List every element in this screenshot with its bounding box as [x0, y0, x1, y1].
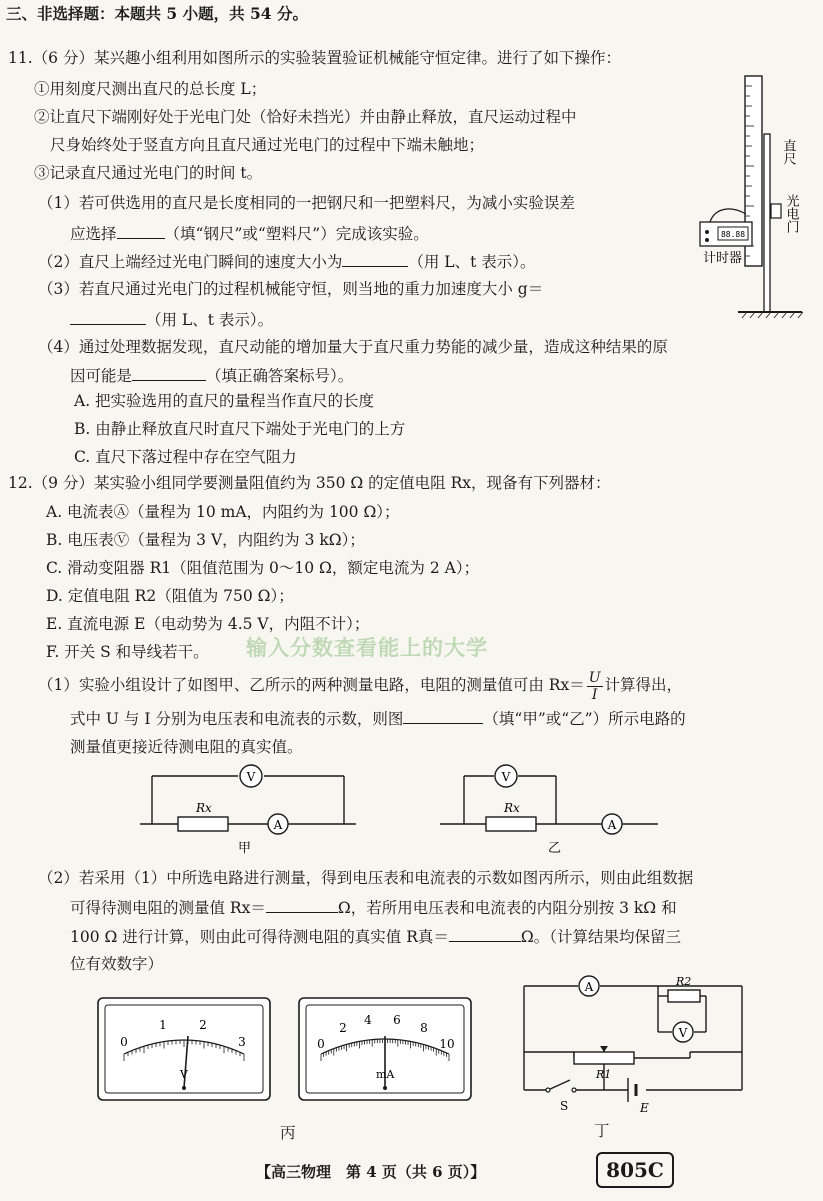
q12-part1c: 测量值更接近待测电阻的真实值。: [70, 738, 303, 756]
ammeter-tick-label: 6: [393, 1013, 401, 1027]
q12-item-c: C. 滑动变阻器 R1（阻值范围为 0～10 Ω，额定电流为 2 A）；: [46, 559, 480, 577]
stand-pole: [764, 134, 770, 312]
ammeter-letter: A: [607, 818, 617, 832]
q12-item-f: F. 开关 S 和导线若干。: [46, 643, 209, 661]
q12-part2d: 位有效数字）: [70, 955, 164, 973]
q11-part1a: （1）若可供选用的直尺是长度相同的一把钢尺和一把塑料尺，为减小实验误差: [38, 194, 575, 212]
voltmeter-dial: [96, 996, 272, 1102]
q12-part1b: 式中 U 与 I 分别为电压表和电流表的示数，则图 （填“甲”或“乙”）所示电路的: [70, 707, 686, 730]
resistor-r2: [668, 990, 700, 1002]
q12-item-d: D. 定值电阻 R2（阻值为 750 Ω）；: [46, 587, 294, 605]
q11-part4a: （4）通过处理数据发现，直尺动能的增加量大于直尺重力势能的减少量，造成这种结果的原: [38, 338, 668, 356]
voltmeter-unit: V: [180, 1068, 188, 1081]
rx-label: Rx: [196, 801, 212, 815]
q12-item-e: E. 直流电源 E（电动势为 4.5 V，内阻不计）；: [46, 615, 370, 633]
voltmeter-tick-label: 3: [238, 1035, 246, 1049]
switch-label: S: [560, 1099, 569, 1113]
voltmeter-letter: V: [246, 770, 256, 784]
fraction-u-over-i: $\frac{U}{I}$: [588, 669, 601, 703]
rx-label: Rx: [504, 801, 520, 815]
q11-option-c: C. 直尺下落过程中存在空气阻力: [74, 448, 297, 466]
q11-part3a: （3）若直尺通过光电门的过程机械能守恒，则当地的重力加速度大小 g＝: [38, 280, 544, 298]
answer-blank: [266, 896, 338, 913]
q11-part4b: 因可能是 （填正确答案标号）。: [70, 364, 353, 387]
voltmeter-tick-label: 2: [199, 1018, 207, 1032]
rheostat-r1: [574, 1052, 634, 1064]
battery-label: E: [640, 1101, 649, 1115]
answer-blank: [132, 364, 206, 381]
timer-wire: [710, 209, 746, 222]
voltmeter-tick-label: 0: [120, 1035, 128, 1049]
q11-apparatus-figure: [690, 64, 816, 324]
q12-item-b: B. 电压表Ⓥ（量程为 3 V，内阻约为 3 kΩ）；: [46, 531, 365, 549]
photogate: [771, 204, 781, 218]
voltmeter-letter: V: [678, 1026, 688, 1040]
answer-blank: [403, 707, 483, 724]
answer-blank: [342, 250, 408, 267]
figure-label-ding: 丁: [594, 1122, 610, 1140]
ammeter-letter: A: [584, 980, 594, 994]
ruler-label: 直尺: [780, 139, 796, 165]
q11-option-b: B. 由静止释放直尺时直尺下端处于光电门的上方: [74, 420, 406, 438]
ammeter-unit: mA: [376, 1068, 395, 1081]
ammeter-tick-label: 4: [364, 1013, 372, 1027]
timer-display-text: 88.88: [720, 230, 746, 239]
ammeter-tick-label: 2: [339, 1021, 347, 1035]
figure-label-jia: 甲: [238, 841, 252, 856]
circuit-yi: [440, 762, 670, 858]
q11-part3b: （用 L、t 表示）。: [70, 308, 273, 331]
circuit-jia: [140, 762, 370, 858]
answer-blank: [117, 222, 165, 239]
ammeter-tick-label: 0: [317, 1037, 325, 1051]
ammeter-tick-label: 8: [420, 1021, 428, 1035]
voltmeter-letter: V: [501, 770, 511, 784]
q11-part1b: 应选择 （填“钢尺”或“塑料尺”）完成该实验。: [70, 222, 429, 245]
q11-step1: ①用刻度尺测出直尺的总长度 L；: [34, 80, 267, 98]
answer-blank: [70, 308, 146, 325]
q12-part2a: （2）若采用（1）中所选电路进行测量，得到电压表和电流表的示数如图丙所示，则由此组数据: [38, 869, 694, 887]
timer-label: 计时器: [703, 251, 743, 266]
q11-intro: 11.（6 分）某兴趣小组利用如图所示的实验装置验证机械能守恒定律。进行了如下操作：: [8, 49, 621, 67]
resistor-rx: [486, 817, 536, 831]
rheostat-slider-arrow: [600, 1046, 608, 1052]
switch-contact: [546, 1088, 550, 1092]
timer-knob-icon: [705, 230, 709, 234]
switch-contact: [572, 1088, 576, 1092]
photogate-label: 光电门: [783, 194, 799, 233]
ammeter-dial: [297, 996, 473, 1102]
ammeter-tick-label: 10: [439, 1037, 455, 1051]
timer-knob-icon: [705, 238, 709, 242]
r1-label: R1: [596, 1068, 612, 1081]
q11-step3: ③记录直尺通过光电门的时间 t。: [34, 164, 263, 182]
q11-option-a: A. 把实验选用的直尺的量程当作直尺的长度: [74, 392, 375, 410]
q11-step2a: ②让直尺下端刚好处于光电门处（恰好未挡光）并由静止释放，直尺运动过程中: [34, 108, 577, 126]
q11-step2b: 尺身始终处于竖直方向且直尺通过光电门的过程中下端未触地；: [50, 136, 485, 154]
paper-code: 805C: [596, 1152, 674, 1188]
q11-part2: （2）直尺上端经过光电门瞬间的速度大小为 （用 L、t 表示）。: [38, 250, 536, 273]
q12-item-a: A. 电流表Ⓐ（量程为 10 mA，内阻约为 100 Ω）；: [46, 503, 400, 521]
answer-blank: [449, 925, 521, 942]
resistor-rx: [178, 817, 228, 831]
figure-label-yi: 乙: [548, 841, 562, 856]
figure-label-bing: 丙: [280, 1124, 296, 1142]
q12-part2b: 可得待测电阻的测量值 Rx＝ Ω，若所用电压表和电流表的内阻分别按 3 kΩ 和: [70, 896, 677, 919]
circuit-ding: [500, 966, 760, 1130]
section-title: 三、非选择题：本题共 5 小题，共 54 分。: [6, 4, 308, 23]
watermark: 输入分数查看能上的大学: [246, 636, 488, 660]
q12-intro: 12.（9 分）某实验小组同学要测量阻值约为 350 Ω 的定值电阻 Rx，现备有下列器材：: [8, 474, 611, 492]
q12-part1a: （1）实验小组设计了如图甲、乙所示的两种测量电路，电阻的测量值可由 Rx＝ $\frac{U}{I}$ 计算得出，: [38, 669, 683, 703]
q12-part2c: 100 Ω 进行计算，则由此可得待测电阻的真实值 R真＝ Ω。（计算结果均保留三: [70, 925, 681, 948]
voltmeter-tick-label: 1: [159, 1018, 167, 1032]
page-footer: 【高三物理 第 4 页（共 6 页）】: [256, 1163, 486, 1181]
r2-label: R2: [676, 975, 692, 988]
ammeter-letter: A: [273, 818, 283, 832]
